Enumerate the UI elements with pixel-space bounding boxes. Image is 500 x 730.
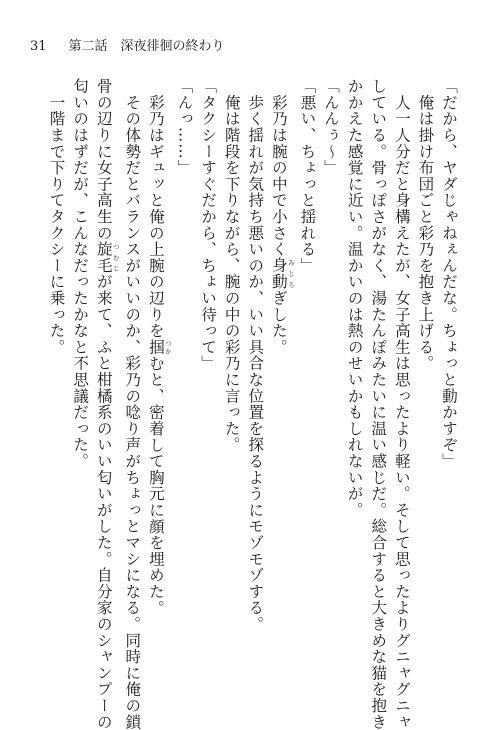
text-line: かかえた感覚に近い。温かいのは熱のせいかもしれないが。 [345, 78, 364, 519]
furigana: 旋毛 つむじ [94, 241, 120, 274]
furigana: 身動 みじろ [269, 257, 295, 290]
furigana: 掴 つか [146, 338, 172, 356]
body-text [44, 78, 460, 730]
text-line: 「だから、ヤダじゃねぇんだな。ちょっと動かすぞ」 [440, 78, 458, 470]
text-line: 骨の辺りに女子高生の旋毛 つむじが来て、ふと柑橘系のいい匂いがした。自分家のシャンプーの [94, 78, 120, 730]
page-number: 31 [30, 39, 47, 54]
text-line: 「タクシーすぐだから、ちょい待って」 [199, 78, 218, 372]
text-line: している。骨っぽさがなく、湯たんぽみたいに温い感じだ。総合すると大きめな猫を抱き [369, 78, 388, 730]
text-line: 「んんぅ〜」 [322, 78, 341, 176]
text-line: その体勢だとバランスがいいのか、彩乃の唸り声がちょっとマシになる。同時に俺の鎖 [123, 78, 142, 730]
text-line: 俺は階段を下りながら、腕の中の彩乃に言った。 [222, 78, 241, 453]
text-line: 「悪い、ちょっと揺れる」 [298, 78, 317, 274]
running-head [30, 38, 225, 56]
text-line: 「んっ……」 [175, 78, 194, 176]
text-line: 一階まで下りてタクシーに乗った。 [47, 78, 66, 356]
text-line: 彩乃はギュッと俺の上腕の辺りを掴 つかむと、密着して胸元に顔を埋めた。 [146, 78, 172, 616]
text-line: 俺は掛け布団ごと彩乃を抱き上げる。 [416, 78, 435, 372]
chapter-title: 第二話 深夜徘徊の終わり [68, 39, 225, 54]
text-line: 彩乃は腕の中で小さく身動 みじろぎした。 [269, 78, 295, 356]
text-line: 歩く揺れが気持ち悪いのか、いい具合な位置を探るようにモゾモゾする。 [246, 78, 265, 633]
text-line: 匂いのはずだが、こんなだったかなと不思議だった。 [71, 78, 90, 470]
text-line: 人一人分だと身構えたが、女子高生は思ったより軽い。そして思ったよりグニャグニャ [392, 78, 411, 730]
